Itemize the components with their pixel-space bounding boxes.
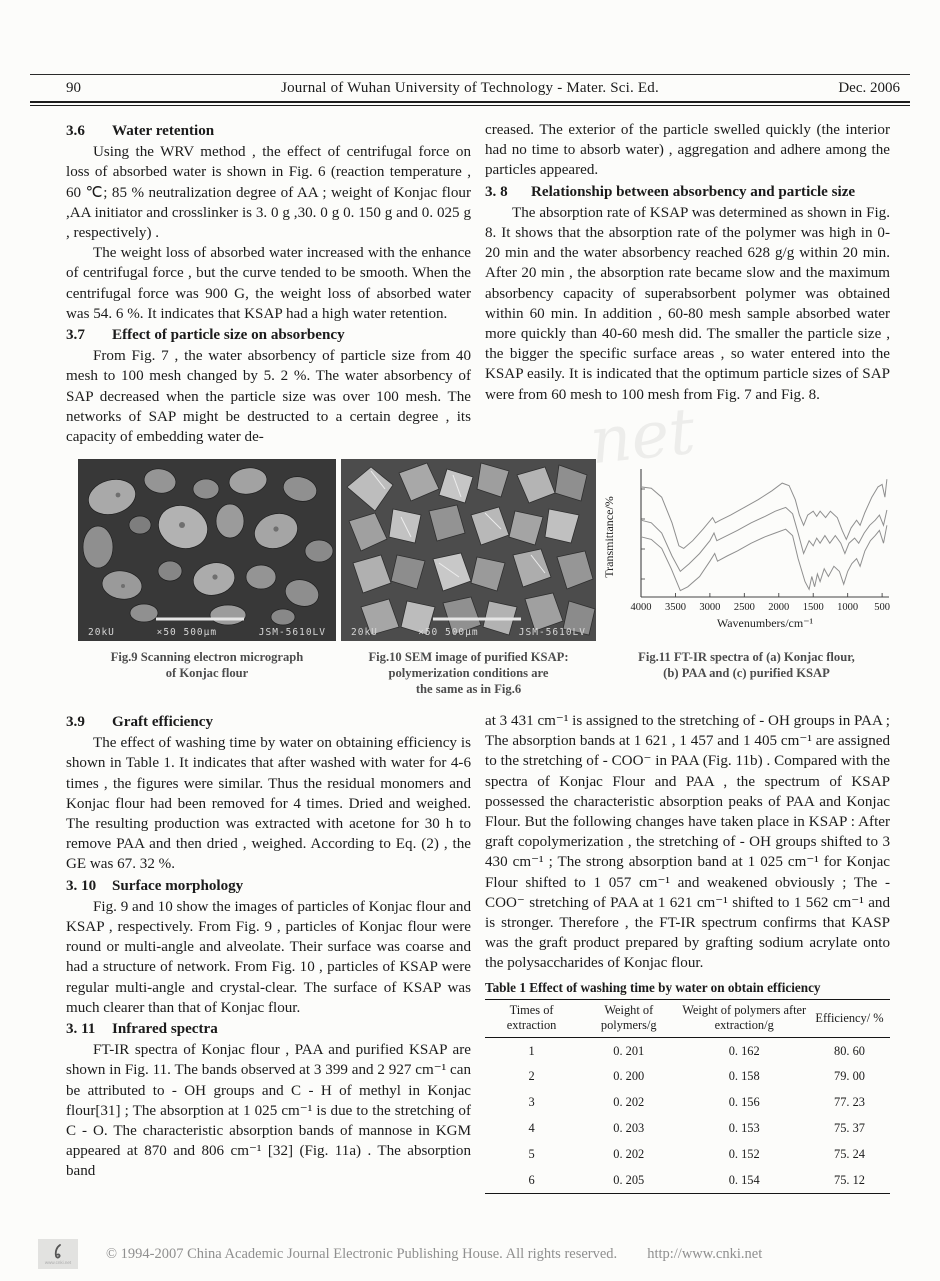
y-axis-label: Transmittance/%: [602, 496, 616, 578]
paragraph: The weight loss of absorbed water increased with the enhance of centrifugal force , but the curve tended to be smooth. When the centrifugal force was 900 G, the weight loss of absorbed water was 54. 6 %. It indicates that KSAP had a high water retention.: [66, 245, 471, 322]
paragraph: at 3 431 cm⁻¹ is assigned to the stretching of - OH groups in PAA ; The absorption bands at 1 621 , 1 457 and 1 405 cm⁻¹ are assigned to the stretching of - COO⁻ in PAA (Fig. 11b) . Compared with the spectra of Konjac Flour and PAA , the spectrum of KSAP possessed the characteristic absorption peaks of PAA and Konjac Flour. But the following changes have taken place in KSAP : After graft copolymerization , the stretching of - OH groups shifted to 3 430 cm⁻¹ ; The strong absorption band at 1 025 cm⁻¹ for Konjac Flour shifted to 1 057 cm⁻¹ and weakened obviously ; The - COO⁻ stretching of PAA at 1 621 cm⁻¹ shifted to 1 562 cm⁻¹ and is stronger. Therefore , the FT-IR spectrum confirms that KASP was the graft product prepared by grafting sodium acrylate onto the polysaccharides of Konjac flour.: [485, 713, 890, 972]
section-heading-3-8: [485, 182, 890, 202]
section-title: Infrared spectra: [112, 1021, 218, 1038]
section-heading-3-11: [66, 1019, 471, 1039]
paragraph: From Fig. 7 , the water absorbency of particle size from 40 mesh to 100 mesh changed by 5. 2 %. The water absorbency of SAP decreased when the particle size was over 100 mesh. The networks of SAP might be destructed to a certain degree , its capacity of embedding water de-: [66, 348, 471, 446]
cnki-logo: [38, 1239, 78, 1269]
cnki-url[interactable]: http://www.cnki.net: [647, 1245, 763, 1262]
section-number: 3.6: [66, 123, 85, 139]
table-row: 2 0. 200 0. 158 79. 00: [528, 1069, 865, 1084]
table-row: 3 0. 202 0. 156 77. 23: [528, 1095, 865, 1110]
section-number: 3. 8: [485, 183, 508, 200]
section-title: Surface morphology: [112, 877, 244, 894]
section-heading-3-6: [66, 121, 471, 141]
section-title: Effect of particle size on absorbency: [112, 327, 345, 344]
svg-text:3500: 3500: [664, 602, 686, 613]
sem-model-label: JSM-5610LV: [518, 627, 586, 638]
column-header: Efficiency/ %: [815, 1010, 884, 1025]
column-header: Weight of polymers/g: [600, 1002, 657, 1033]
table1-header-row: [485, 999, 890, 1037]
table-row: 6 0. 205 0. 154 75. 12: [528, 1172, 865, 1187]
ftir-plot: [601, 459, 897, 639]
cnki-watermark: net: [586, 394, 699, 480]
left-column-top: [66, 120, 471, 456]
section-heading-3-7: [66, 325, 471, 345]
page-number: 90: [66, 80, 81, 96]
page-footer: [38, 1239, 910, 1269]
paragraph: FT-IR spectra of Konjac flour , PAA and purified KSAP are shown in Fig. 11. The bands observed at 3 399 and 2 927 cm⁻¹ can be attributed to - OH groups and C - H of methyl in Konjac flour[31] ; The absorption at 1 025 cm⁻¹ is due to the stretching of C - O. The characteristic absorption bands of mannose in KGM appeared at 870 and 806 cm⁻¹ [32] (Fig. 11a) . The absorption band: [66, 1042, 471, 1180]
x-axis-label: Wavenumbers/cm⁻¹: [716, 616, 814, 630]
fig11-ftir-chart: [601, 459, 897, 641]
paragraph: The effect of washing time by water on obtaining efficiency is shown in Table 1. It indicates that after washed with water for 4-6 times , the figures were similar. Thus the residual monomers and Konjac flour had been removed for 4 times. Dried and weighed. The resulting production was extracted with acetone for 30 h to remove PAA and then dried , weighed. According to Eq. (2) , the GE was 67. 32 %.: [66, 735, 471, 873]
issue-date: Dec. 2006: [838, 80, 900, 96]
svg-text:1000: 1000: [837, 602, 859, 613]
svg-text:2500: 2500: [733, 602, 755, 613]
fig9-sem-image: [78, 459, 336, 641]
section-title: Relationship between absorbency and particle size: [531, 183, 856, 200]
right-column-bottom: [485, 711, 890, 1194]
section-number: 3. 10: [66, 877, 97, 894]
figure-strip: [78, 459, 892, 641]
left-column-bottom: [66, 711, 471, 1194]
section-title: Water retention: [112, 123, 215, 139]
table-row: 5 0. 202 0. 152 75. 24: [528, 1146, 865, 1161]
svg-text:3000: 3000: [699, 602, 721, 613]
sem-micrograph-ksap: [341, 459, 596, 641]
fig9-caption: Fig.9 Scanning electron micrograph of Konjac flour: [110, 650, 304, 680]
sem-scale-label: ×50 500μm: [156, 627, 218, 638]
section-number: 3. 11: [66, 1021, 96, 1038]
fig10-sem-image: [341, 459, 596, 641]
column-header: Weight of polymers after extraction/g: [682, 1002, 807, 1033]
sem-kv-label: 20kU: [351, 627, 378, 638]
column-header: Times of extraction: [506, 1002, 557, 1033]
table-row: 1 0. 201 0. 162 80. 60: [528, 1043, 865, 1058]
sem-kv-label: 20kU: [88, 627, 115, 638]
table-row: 4 0. 203 0. 153 75. 37: [528, 1121, 865, 1136]
section-heading-3-10: [66, 876, 471, 896]
body-top: [0, 106, 940, 456]
copyright-text: © 1994-2007 China Academic Journal Electronic Publishing House. All rights reserved.: [106, 1245, 618, 1262]
paragraph: Fig. 9 and 10 show the images of particles of Konjac flour and KSAP , respectively. From Fig. 9 , particles of Konjac flour were round or multi-angle and alveolate. Their surface was coarse and had a structure of network. From Fig. 10 , particles of KSAP were regular multi-angle and crystal-clear. The surface of KSAP was much clearer than that of Konjac flour.: [66, 898, 471, 1016]
ftir-curve: [641, 525, 887, 590]
table1-body: [485, 1037, 890, 1193]
sem-annotation: [78, 627, 336, 638]
ftir-curve: [641, 479, 887, 548]
cnki-logo-caption: www.cnki.net: [44, 1259, 72, 1265]
body-bottom: [0, 697, 940, 1194]
sem-model-label: JSM-5610LV: [258, 627, 326, 638]
section-number: 3.7: [66, 327, 85, 344]
svg-text:1500: 1500: [802, 602, 824, 613]
caption-row: [78, 649, 892, 697]
ftir-curve: [641, 507, 887, 571]
paragraph: The absorption rate of KSAP was determined as shown in Fig. 8. It shows that the absorption rate of the polymer was high in 0-20 min and the water absorbency reached 628 g/g within 20 min. After 20 min , the absorption rate became slow and the maximum absorbency capacity of superabsorbent polymer was obtained within 60 min. In addition , 60-80 mesh sample absorbed water more quickly than 40-60 mesh did. The smaller the particle size , the bigger the specific surface areas , so water entered into the KSAP easily. It is indicated that the optimum particle sizes of SAP were from 60 mesh to 100 mesh from Fig. 7 and Fig. 8.: [485, 204, 890, 403]
fig11-caption: Fig.11 FT-IR spectra of (a) Konjac flour, (b) PAA and (c) purified KSAP: [638, 650, 855, 680]
right-column-top: [485, 120, 890, 456]
sem-annotation: [341, 627, 596, 638]
svg-text:500: 500: [874, 602, 890, 613]
sem-scale-label: ×50 500μm: [418, 627, 479, 638]
paragraph: Using the WRV method , the effect of centrifugal force on loss of absorbed water is shown in Fig. 6 (reaction temperature , 60 ℃; 85 % neutralization degree of AA ; weight of Konjac flour ,AA initiator and crosslinker is 3. 0 g ,30. 0 g 0. 150 g and 0. 025 g , respectively) .: [66, 144, 471, 242]
journal-title: Journal of Wuhan University of Technology - Mater. Sci. Ed.: [281, 80, 659, 96]
table1-title: Table 1 Effect of washing time by water on obtain efficiency: [485, 979, 821, 995]
svg-text:2000: 2000: [768, 602, 790, 613]
section-number: 3.9: [66, 714, 85, 730]
section-title: Graft efficiency: [112, 714, 213, 730]
fig10-caption: Fig.10 SEM image of purified KSAP: polymerization conditions are the same as in Fig.6: [368, 650, 569, 696]
cnki-logo-icon: [49, 1244, 67, 1260]
paragraph: creased. The exterior of the particle swelled quickly (the interior had no time to absorb water) , aggregation and adhere among the particles appeared.: [485, 122, 890, 179]
svg-text:4000: 4000: [630, 602, 652, 613]
page-header: [30, 74, 910, 106]
section-heading-3-9: [66, 712, 471, 732]
table1: [485, 978, 890, 1194]
sem-micrograph-konjac: [78, 459, 336, 641]
